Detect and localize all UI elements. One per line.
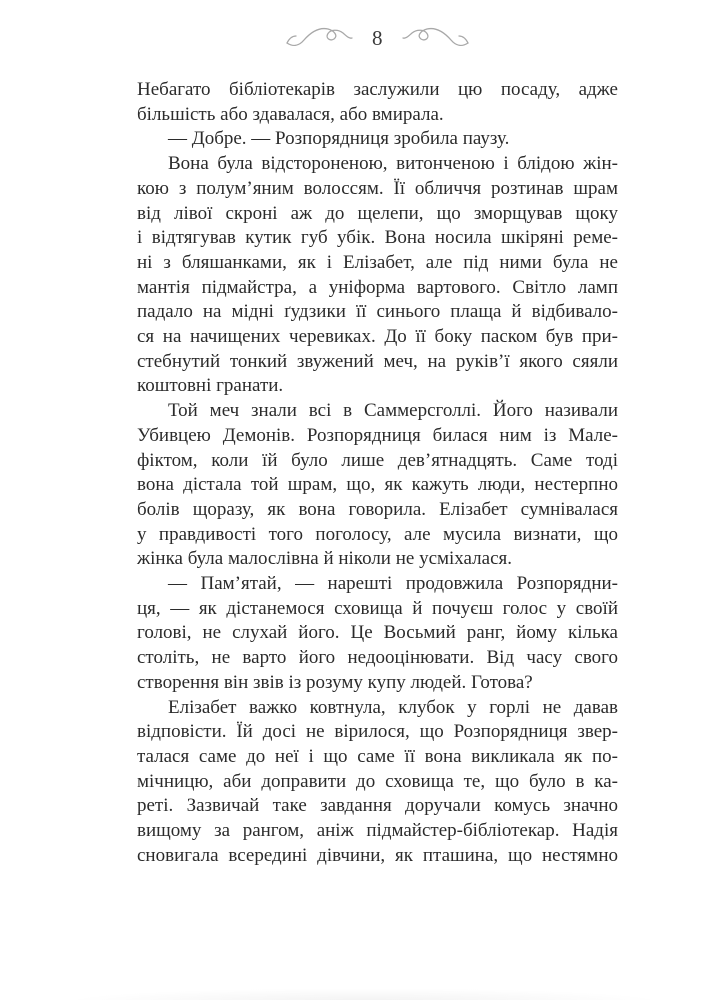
text-line: Вона була відстороненою, витонченою і блідою жін- <box>168 153 618 175</box>
text-line: голові, не слухай його. Це Восьмий ранг, йому кілька <box>137 622 618 644</box>
text-line: — Добре. — Розпорядниця зробила паузу. <box>168 128 510 150</box>
text-line: століть, не варто його недооцінювати. Від часу свого <box>137 647 618 669</box>
paragraph <box>137 152 618 399</box>
paragraph <box>137 572 618 696</box>
text-line: талася саме до неї і що саме її вона викликала як по- <box>137 745 618 767</box>
text-line: і відтягував кутик губ убік. Вона носила шкіряні реме- <box>137 227 618 249</box>
page-number: 8 <box>372 25 383 50</box>
text-line: жінка була малослівна й ніколи не усміхалася. <box>137 548 512 570</box>
text-line: Убивцею Демонів. Розпорядниця билася ним із Мале- <box>137 424 618 446</box>
text-line: мічницю, аби доправити до сховища те, що було в ка- <box>137 770 618 792</box>
text-line: сновигала всередині дівчини, як пташина, що нестямно <box>137 844 618 866</box>
calligraphic-flourish-left-icon <box>286 23 354 53</box>
text-line: — Пам’ятай, — нарешті продовжила Розпорядни- <box>168 573 618 595</box>
text-line: Елізабет важко ковтнула, клубок у горлі не давав <box>168 696 618 718</box>
text-line: ні з бляшанками, як і Елізабет, але під ними була не <box>137 251 618 273</box>
text-line: падало на мідні ґудзики її синього плаща й відбивало- <box>137 301 618 323</box>
page-header <box>137 14 618 54</box>
text-line: болів щоразу, як вона говорила. Елізабет сумнівалася <box>137 498 618 520</box>
text-line: від лівої скроні аж до щелепи, що зморщував щоку <box>137 202 618 224</box>
text-line: Той меч знали всі в Саммерсголлі. Його називали <box>168 400 618 422</box>
text-block <box>137 78 618 869</box>
paragraph <box>137 696 618 869</box>
text-line: вона дістала той шрам, що, як кажуть люди, нестерпно <box>137 474 618 496</box>
text-line: більшість або здавалася, або вмирала. <box>137 103 444 125</box>
text-line: створення він звів із розуму купу людей. Готова? <box>137 671 533 693</box>
text-line: стебнутий тонкий звужений меч, на руків’ї якого сяяли <box>137 350 618 372</box>
text-line: кою з полум’яним волоссям. Її обличчя розтинав шрам <box>137 177 618 199</box>
text-line: мантія підмайстра, а уніформа вартового. Світло ламп <box>137 276 618 298</box>
text-line: коштовні гранати. <box>137 375 284 397</box>
paragraph <box>137 127 618 152</box>
text-line: фіктом, коли їй було лише дев’ятнадцять. Саме тоді <box>137 449 618 471</box>
text-line: відповісти. Їй досі не вірилося, що Розпорядниця звер- <box>137 721 618 743</box>
paragraph <box>137 399 618 572</box>
text-line: ся на начищених черевиках. До її боку паском був при- <box>137 326 618 348</box>
text-line: ця, — як дістанемося сховища й почуєш голос у своїй <box>137 597 618 619</box>
paragraph <box>137 78 618 127</box>
text-line: у правдивості того поголосу, але мусила визнати, що <box>137 523 618 545</box>
calligraphic-flourish-right-icon <box>401 23 469 53</box>
text-line: реті. Зазвичай таке завдання доручали комусь значно <box>137 795 618 817</box>
text-line: вищому за рангом, аніж підмайстер-бібліотекар. Надія <box>137 820 618 842</box>
text-line: Небагато бібліотекарів заслужили цю посаду, адже <box>137 79 618 100</box>
